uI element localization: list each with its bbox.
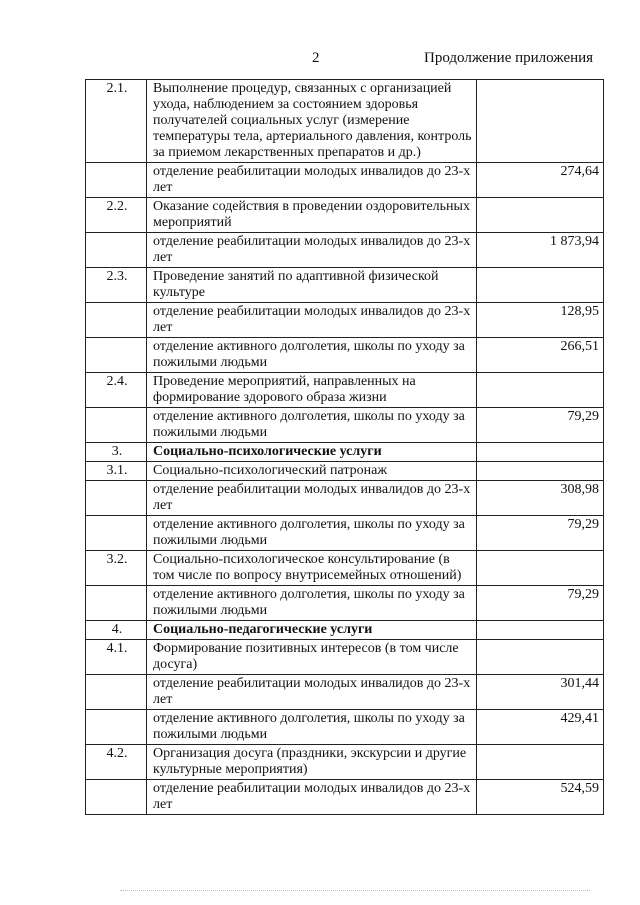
- row-text-cell: Формирование позитивных интересов (в том числе досуга): [147, 640, 477, 675]
- row-value-cell: [477, 198, 604, 233]
- row-value-cell: [477, 373, 604, 408]
- row-number-cell: [86, 710, 147, 745]
- row-value-cell: 266,51: [477, 338, 604, 373]
- row-number-cell: [86, 516, 147, 551]
- row-text-cell: Проведение мероприятий, направленных на формирование здорового образа жизни: [147, 373, 477, 408]
- row-text-cell: Оказание содействия в проведении оздоровительных мероприятий: [147, 198, 477, 233]
- table-row: [86, 338, 604, 373]
- row-value-cell: 128,95: [477, 303, 604, 338]
- continuation-label: Продолжение приложения: [424, 50, 594, 66]
- row-text-cell: Социально-педагогические услуги: [147, 621, 477, 640]
- row-text-cell: отделение реабилитации молодых инвалидов до 23-х лет: [147, 163, 477, 198]
- row-text-cell: отделение реабилитации молодых инвалидов до 23-х лет: [147, 481, 477, 516]
- table-row: [86, 710, 604, 745]
- row-text-cell: отделение активного долголетия, школы по уходу за пожилыми людьми: [147, 408, 477, 443]
- row-number-cell: [86, 675, 147, 710]
- page-number: 2: [312, 50, 320, 66]
- table-row: [86, 551, 604, 586]
- row-text-cell: отделение активного долголетия, школы по уходу за пожилыми людьми: [147, 710, 477, 745]
- row-text-cell: отделение реабилитации молодых инвалидов до 23-х лет: [147, 675, 477, 710]
- row-text-cell: Выполнение процедур, связанных с организацией ухода, наблюдением за состоянием здоровья получателей социальных услуг (измерение температуры тела, артериального давления, контроль за приемом лекарственных препаратов и др.): [147, 80, 477, 163]
- row-value-cell: 79,29: [477, 586, 604, 621]
- row-number-cell: [86, 233, 147, 268]
- table-row: [86, 586, 604, 621]
- row-number-cell: 3.: [86, 443, 147, 462]
- row-number-cell: [86, 338, 147, 373]
- table-row: [86, 80, 604, 163]
- table-row: [86, 373, 604, 408]
- row-text-cell: отделение активного долголетия, школы по уходу за пожилыми людьми: [147, 338, 477, 373]
- table-row: [86, 675, 604, 710]
- row-text-cell: Проведение занятий по адаптивной физической культуре: [147, 268, 477, 303]
- row-value-cell: 1 873,94: [477, 233, 604, 268]
- row-text-cell: отделение активного долголетия, школы по уходу за пожилыми людьми: [147, 586, 477, 621]
- table-row: [86, 233, 604, 268]
- row-number-cell: [86, 303, 147, 338]
- services-table-body: [86, 80, 604, 815]
- scan-artifact-line: [120, 890, 590, 891]
- row-number-cell: [86, 408, 147, 443]
- row-value-cell: [477, 462, 604, 481]
- row-text-cell: Социально-психологические услуги: [147, 443, 477, 462]
- row-number-cell: 4.: [86, 621, 147, 640]
- table-row: [86, 443, 604, 462]
- row-value-cell: 274,64: [477, 163, 604, 198]
- row-text-cell: Социально-психологическое консультирование (в том числе по вопросу внутрисемейных отношений): [147, 551, 477, 586]
- row-number-cell: 4.2.: [86, 745, 147, 780]
- table-row: [86, 621, 604, 640]
- row-number-cell: 2.1.: [86, 80, 147, 163]
- row-number-cell: 2.2.: [86, 198, 147, 233]
- row-text-cell: отделение активного долголетия, школы по уходу за пожилыми людьми: [147, 516, 477, 551]
- table-row: [86, 462, 604, 481]
- row-value-cell: 524,59: [477, 780, 604, 815]
- row-number-cell: 4.1.: [86, 640, 147, 675]
- row-value-cell: [477, 80, 604, 163]
- row-text-cell: Социально-психологический патронаж: [147, 462, 477, 481]
- table-row: [86, 303, 604, 338]
- row-value-cell: [477, 443, 604, 462]
- services-table: [85, 79, 604, 815]
- table-row: [86, 640, 604, 675]
- row-number-cell: [86, 163, 147, 198]
- row-value-cell: 79,29: [477, 516, 604, 551]
- table-row: [86, 516, 604, 551]
- row-value-cell: 79,29: [477, 408, 604, 443]
- table-row: [86, 268, 604, 303]
- row-value-cell: [477, 745, 604, 780]
- table-row: [86, 745, 604, 780]
- row-value-cell: [477, 640, 604, 675]
- row-number-cell: [86, 586, 147, 621]
- table-row: [86, 780, 604, 815]
- row-number-cell: 2.3.: [86, 268, 147, 303]
- table-row: [86, 163, 604, 198]
- table-row: [86, 481, 604, 516]
- row-value-cell: 308,98: [477, 481, 604, 516]
- table-row: [86, 408, 604, 443]
- row-text-cell: отделение реабилитации молодых инвалидов до 23-х лет: [147, 233, 477, 268]
- row-text-cell: отделение реабилитации молодых инвалидов до 23-х лет: [147, 303, 477, 338]
- row-value-cell: [477, 621, 604, 640]
- row-number-cell: [86, 780, 147, 815]
- row-number-cell: 3.2.: [86, 551, 147, 586]
- row-text-cell: отделение реабилитации молодых инвалидов до 23-х лет: [147, 780, 477, 815]
- row-value-cell: [477, 268, 604, 303]
- table-row: [86, 198, 604, 233]
- row-value-cell: [477, 551, 604, 586]
- row-value-cell: 301,44: [477, 675, 604, 710]
- row-number-cell: 3.1.: [86, 462, 147, 481]
- row-value-cell: 429,41: [477, 710, 604, 745]
- row-number-cell: 2.4.: [86, 373, 147, 408]
- row-text-cell: Организация досуга (праздники, экскурсии и другие культурные мероприятия): [147, 745, 477, 780]
- row-number-cell: [86, 481, 147, 516]
